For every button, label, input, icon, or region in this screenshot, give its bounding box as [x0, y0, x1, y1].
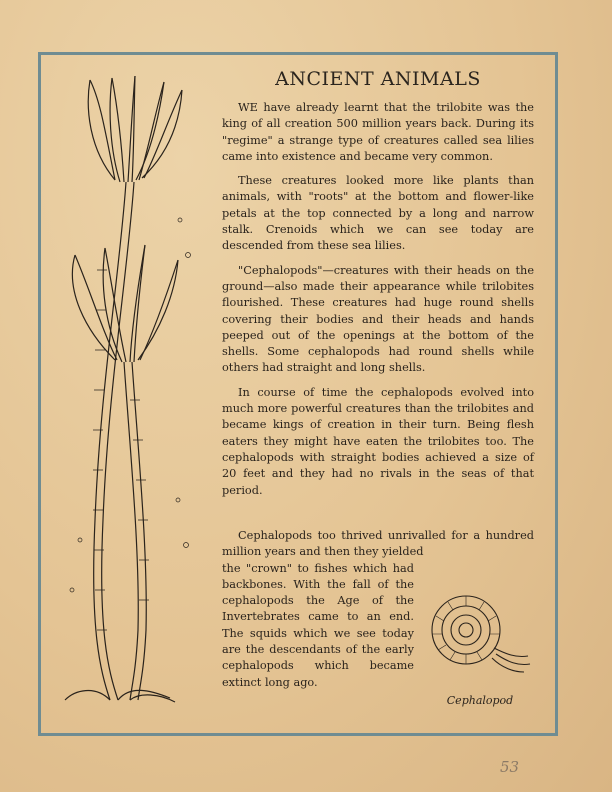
article-body: [222, 100, 534, 507]
page-number: 53: [500, 758, 520, 776]
closing-paragraph-start: Cephalopods too thrived unrivalled for a hundred million years and then they yielded: [222, 529, 534, 559]
closing-paragraph-rest: the "crown" to fishes which had backbones. With the fall of the cephalopods the Age of the Invertebrates came to an end. The squids which we see today are the descendants of the early cephalopods which became extinct long ago.: [222, 561, 414, 689]
paragraph-1: WE have already learnt that the trilobite was the king of all creation 500 million years back. During its "regime" a strange type of creatures called sea lilies came into existence and became very common.: [222, 101, 534, 163]
page-title: ANCIENT ANIMALS: [275, 68, 481, 90]
sea-lily-illustration: [60, 70, 210, 710]
paragraph-3: "Cephalopods"—creatures with their heads on the ground—also made their appearance while trilobites flourished. These creatures had huge round shells covering their bodies and their heads and hands peeped out of the openings at the bottom of the shells. Some cephalopods had round shells while others had straight and long shells.: [222, 263, 534, 375]
cephalopod-illustration: [424, 584, 534, 676]
illustration-caption: Cephalopod: [446, 694, 514, 707]
paragraph-4: In course of time the cephalopods evolved into much more powerful creatures than the trilobites and became kings of creation in their turn. Being flesh eaters they might have eaten the trilobites too. The cephalopods with straight bodies achieved a size of 20 feet and they had no rivals in the seas of that period.: [222, 385, 534, 497]
paragraph-2: These creatures looked more like plants than animals, with "roots" at the bottom and flower-like petals at the top connected by a long and narrow stalk. Crenoids which we can see today are descended from these sea lilies.: [222, 174, 534, 253]
